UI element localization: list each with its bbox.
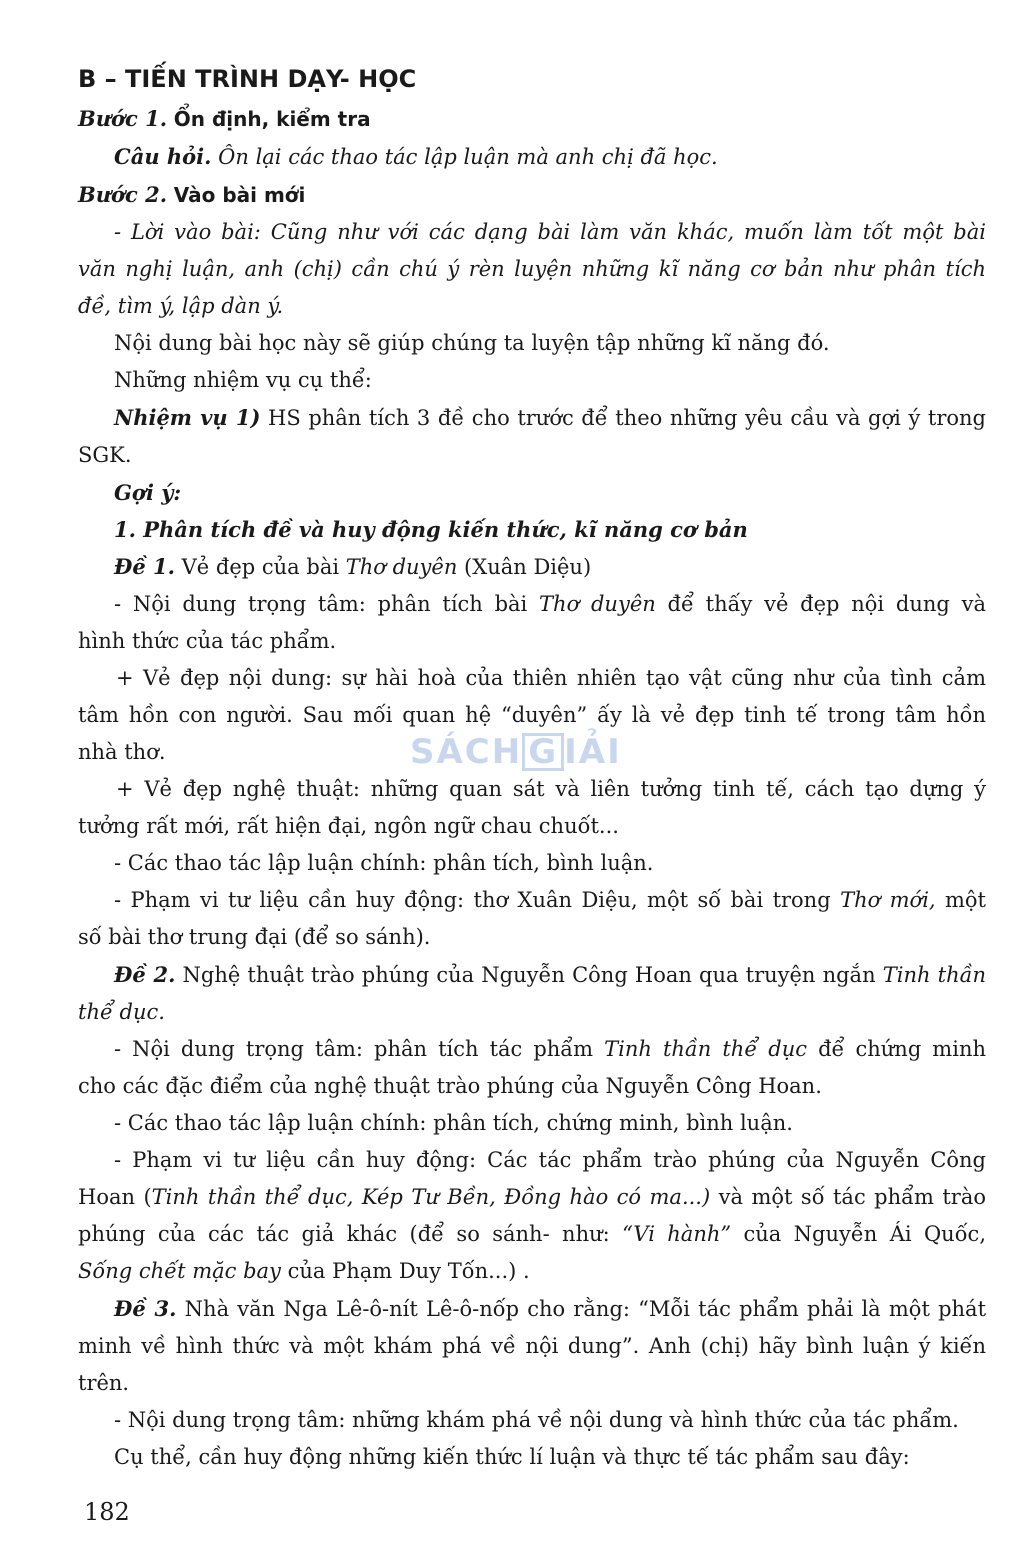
task-1-label: Nhiệm vụ 1) (114, 405, 261, 430)
de-1-scope-pre: - Phạm vi tư liệu cần huy động: thơ Xuân Diệu, một số bài trong (114, 888, 841, 912)
de-2-scope-l3-pre: phúng của các tác giả khác (để so sánh- như: (78, 1222, 623, 1246)
de-2-scope-l2-pre: Hoan ( (78, 1185, 152, 1209)
watermark-pre: SÁCH (410, 732, 523, 772)
de-2-scope-l3-post: của Nguyễn Ái Quốc, (731, 1222, 986, 1246)
de-2-focus-pre: - Nội dung trọng tâm: phân tích tác phẩm (114, 1037, 605, 1061)
de-1-work-title: Thơ duyên (345, 555, 458, 579)
de-2-scope-l2 (78, 1179, 986, 1216)
tasks-line: Những nhiệm vụ cụ thể: (114, 368, 372, 392)
intro-line-2: văn nghị luận, anh (chị) cần chú ý rèn luyện những kĩ năng cơ bản như phân tích (78, 257, 986, 281)
question (78, 138, 986, 176)
section-1-title: 1. Phân tích đề và huy động kiến thức, kĩ năng cơ bản (114, 517, 748, 542)
de-2-scope-l2-titles: Tinh thần thể dục, Kép Tư Bền, Đồng hào có ma...) (151, 1185, 711, 1209)
de-1-scope-title: Thơ mới, (840, 888, 936, 912)
de-1-scope-cont: số bài thơ trung đại (để so sánh). (78, 925, 431, 949)
de-3-l3: trên. (78, 1371, 130, 1395)
de-2-pre: Nghệ thuật trào phúng của Nguyễn Công Hoan qua truyện ngắn (175, 963, 883, 987)
de-2-focus (78, 1031, 986, 1068)
de-3-label: Đề 3. (114, 1296, 177, 1321)
de-1-content-l3: nhà thơ. (78, 740, 166, 764)
task-1 (78, 399, 986, 437)
task-1-text: HS phân tích 3 đề cho trước để theo những yêu cầu và gợi ý trong (268, 406, 986, 430)
step-1-label: Bước 1. (78, 106, 168, 131)
de-3-title (78, 1290, 986, 1328)
de-2-focus-title: Tinh thần thể dục (604, 1037, 808, 1061)
de-1-title (78, 548, 986, 586)
de-1-scope-post: một (935, 888, 986, 912)
de-2-scope-l2-post: và một số tác phẩm trào (710, 1185, 987, 1209)
step-1-text: Ổn định, kiểm tra (173, 107, 371, 131)
de-1-scope (78, 882, 986, 919)
watermark-box: G (522, 733, 564, 771)
de-1-pre: Vẻ đẹp của bài (181, 555, 346, 579)
page-number: 182 (84, 1498, 130, 1526)
de-2-scope-l4-post: của Phạm Duy Tốn...) . (280, 1259, 530, 1283)
de-3-l1: Nhà văn Nga Lê-ô-nít Lê-ô-nốp cho rằng: “Mỗi tác phẩm phải là một phát (176, 1297, 987, 1321)
de-3-focus: - Nội dung trọng tâm: những khám phá về nội dung và hình thức của tác phẩm. (114, 1408, 959, 1432)
de-1-ops: - Các thao tác lập luận chính: phân tích, bình luận. (114, 851, 654, 875)
de-1-focus (78, 586, 986, 623)
content-line: Nội dung bài học này sẽ giúp chúng ta luyện tập những kĩ năng đó. (114, 331, 830, 355)
task-1-cont: SGK. (78, 443, 132, 467)
intro-line-1: - Lời vào bài: Cũng như với các dạng bài làm văn khác, muốn làm tốt một bài (114, 220, 986, 244)
question-label: Câu hỏi. (114, 144, 212, 169)
de-1-focus-cont: hình thức của tác phẩm. (78, 629, 337, 653)
hint-label: Gợi ý: (114, 480, 182, 505)
de-1-art-l1: + Vẻ đẹp nghệ thuật: những quan sát và liên tưởng tinh tế, cách tạo dựng ý (116, 777, 986, 801)
de-1-focus-post: để thấy vẻ đẹp nội dung và (655, 592, 986, 616)
de-2-focus-cont: cho các đặc điểm của nghệ thuật trào phúng của Nguyễn Công Hoan. (78, 1074, 822, 1098)
de-2-title (78, 956, 986, 994)
step-1 (78, 100, 986, 138)
question-text: Ôn lại các thao tác lập luận mà anh chị đã học. (218, 145, 718, 169)
de-2-ops: - Các thao tác lập luận chính: phân tích, chứng minh, bình luận. (114, 1111, 793, 1135)
de-2-work-title-1: Tinh thần (882, 963, 986, 987)
de-2-scope-l3 (78, 1216, 986, 1253)
de-1-label: Đề 1. (114, 554, 175, 579)
intro-line-3: đề, tìm ý, lập dàn ý. (78, 294, 284, 318)
de-2-scope-l4-title: Sống chết mặc bay (78, 1259, 281, 1283)
de-2-work-title-2: thể dục. (78, 1000, 165, 1024)
step-2-text: Vào bài mới (173, 183, 306, 207)
watermark-post: IẢI (564, 732, 622, 772)
section-heading: B – TIẾN TRÌNH DẠY- HỌC (78, 65, 417, 93)
de-2-scope-l4 (78, 1253, 986, 1290)
de-3-specific: Cụ thể, cần huy động những kiến thức lí luận và thực tế tác phẩm sau đây: (114, 1445, 910, 1469)
de-2-focus-post: để chứng minh (807, 1037, 986, 1061)
step-2-label: Bước 2. (78, 182, 168, 207)
de-2-scope-l1: - Phạm vi tư liệu cần huy động: Các tác phẩm trào phúng của Nguyễn Công (114, 1148, 986, 1172)
de-1-art-l2: tưởng rất mới, rất hiện đại, ngôn ngữ chau chuốt... (78, 814, 619, 838)
de-1-content-l2: tâm hồn con người. Sau mối quan hệ “duyên” ấy là vẻ đẹp tinh tế trong tâm hồn (78, 703, 986, 727)
de-3-l2: minh về hình thức và một khám phá về nội dung”. Anh (chị) hãy bình luận ý kiến (78, 1334, 986, 1358)
de-1-content-l1: + Vẻ đẹp nội dung: sự hài hoà của thiên nhiên tạo vật cũng như của tình cảm (116, 666, 986, 690)
de-1-post: (Xuân Diệu) (457, 555, 592, 579)
textbook-page (78, 60, 986, 1476)
de-1-focus-pre: - Nội dung trọng tâm: phân tích bài (114, 592, 540, 616)
de-2-label: Đề 2. (114, 962, 176, 987)
de-2-scope-l3-title: “Vi hành” (622, 1222, 732, 1246)
step-2 (78, 176, 986, 214)
de-1-focus-title: Thơ duyên (539, 592, 656, 616)
